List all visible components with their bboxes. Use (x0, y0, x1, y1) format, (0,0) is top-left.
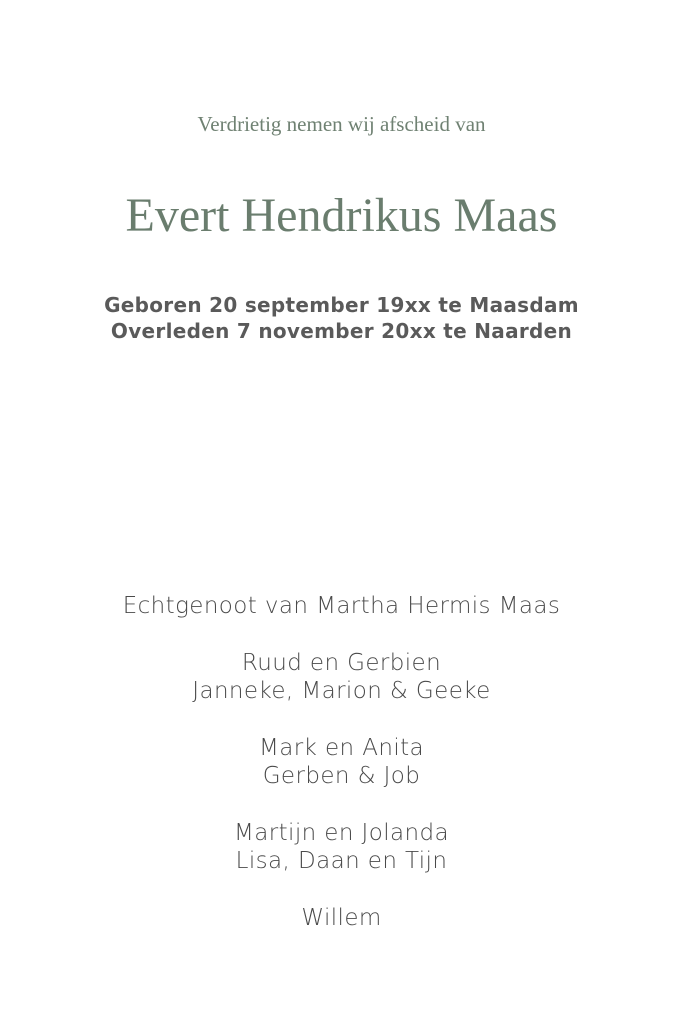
family-group-1-parents: Ruud en Gerbien (241, 650, 442, 676)
death-line: Overleden 7 november 20xx te Naarden (110, 319, 573, 343)
birth-line: Geboren 20 september 19xx te Maasdam (104, 293, 579, 317)
family-group-3-children: Lisa, Daan en Tijn (235, 848, 448, 874)
family-group-1-children: Janneke, Marion & Geeke (192, 678, 491, 704)
deceased-name: Evert Hendrikus Maas (125, 189, 558, 242)
family-group-2-parents: Mark en Anita (258, 735, 425, 761)
family-group-3-parents: Martijn en Jolanda (234, 820, 449, 846)
family-group-2-children: Gerben & Job (262, 763, 421, 789)
intro-text: Verdrietig nemen wij afscheid van (197, 112, 486, 136)
spouse-line: Echtgenoot van Martha Hermis Maas (122, 593, 561, 619)
family-last-line: Willem (301, 905, 382, 931)
family-list (0, 592, 683, 932)
life-dates (0, 292, 683, 344)
